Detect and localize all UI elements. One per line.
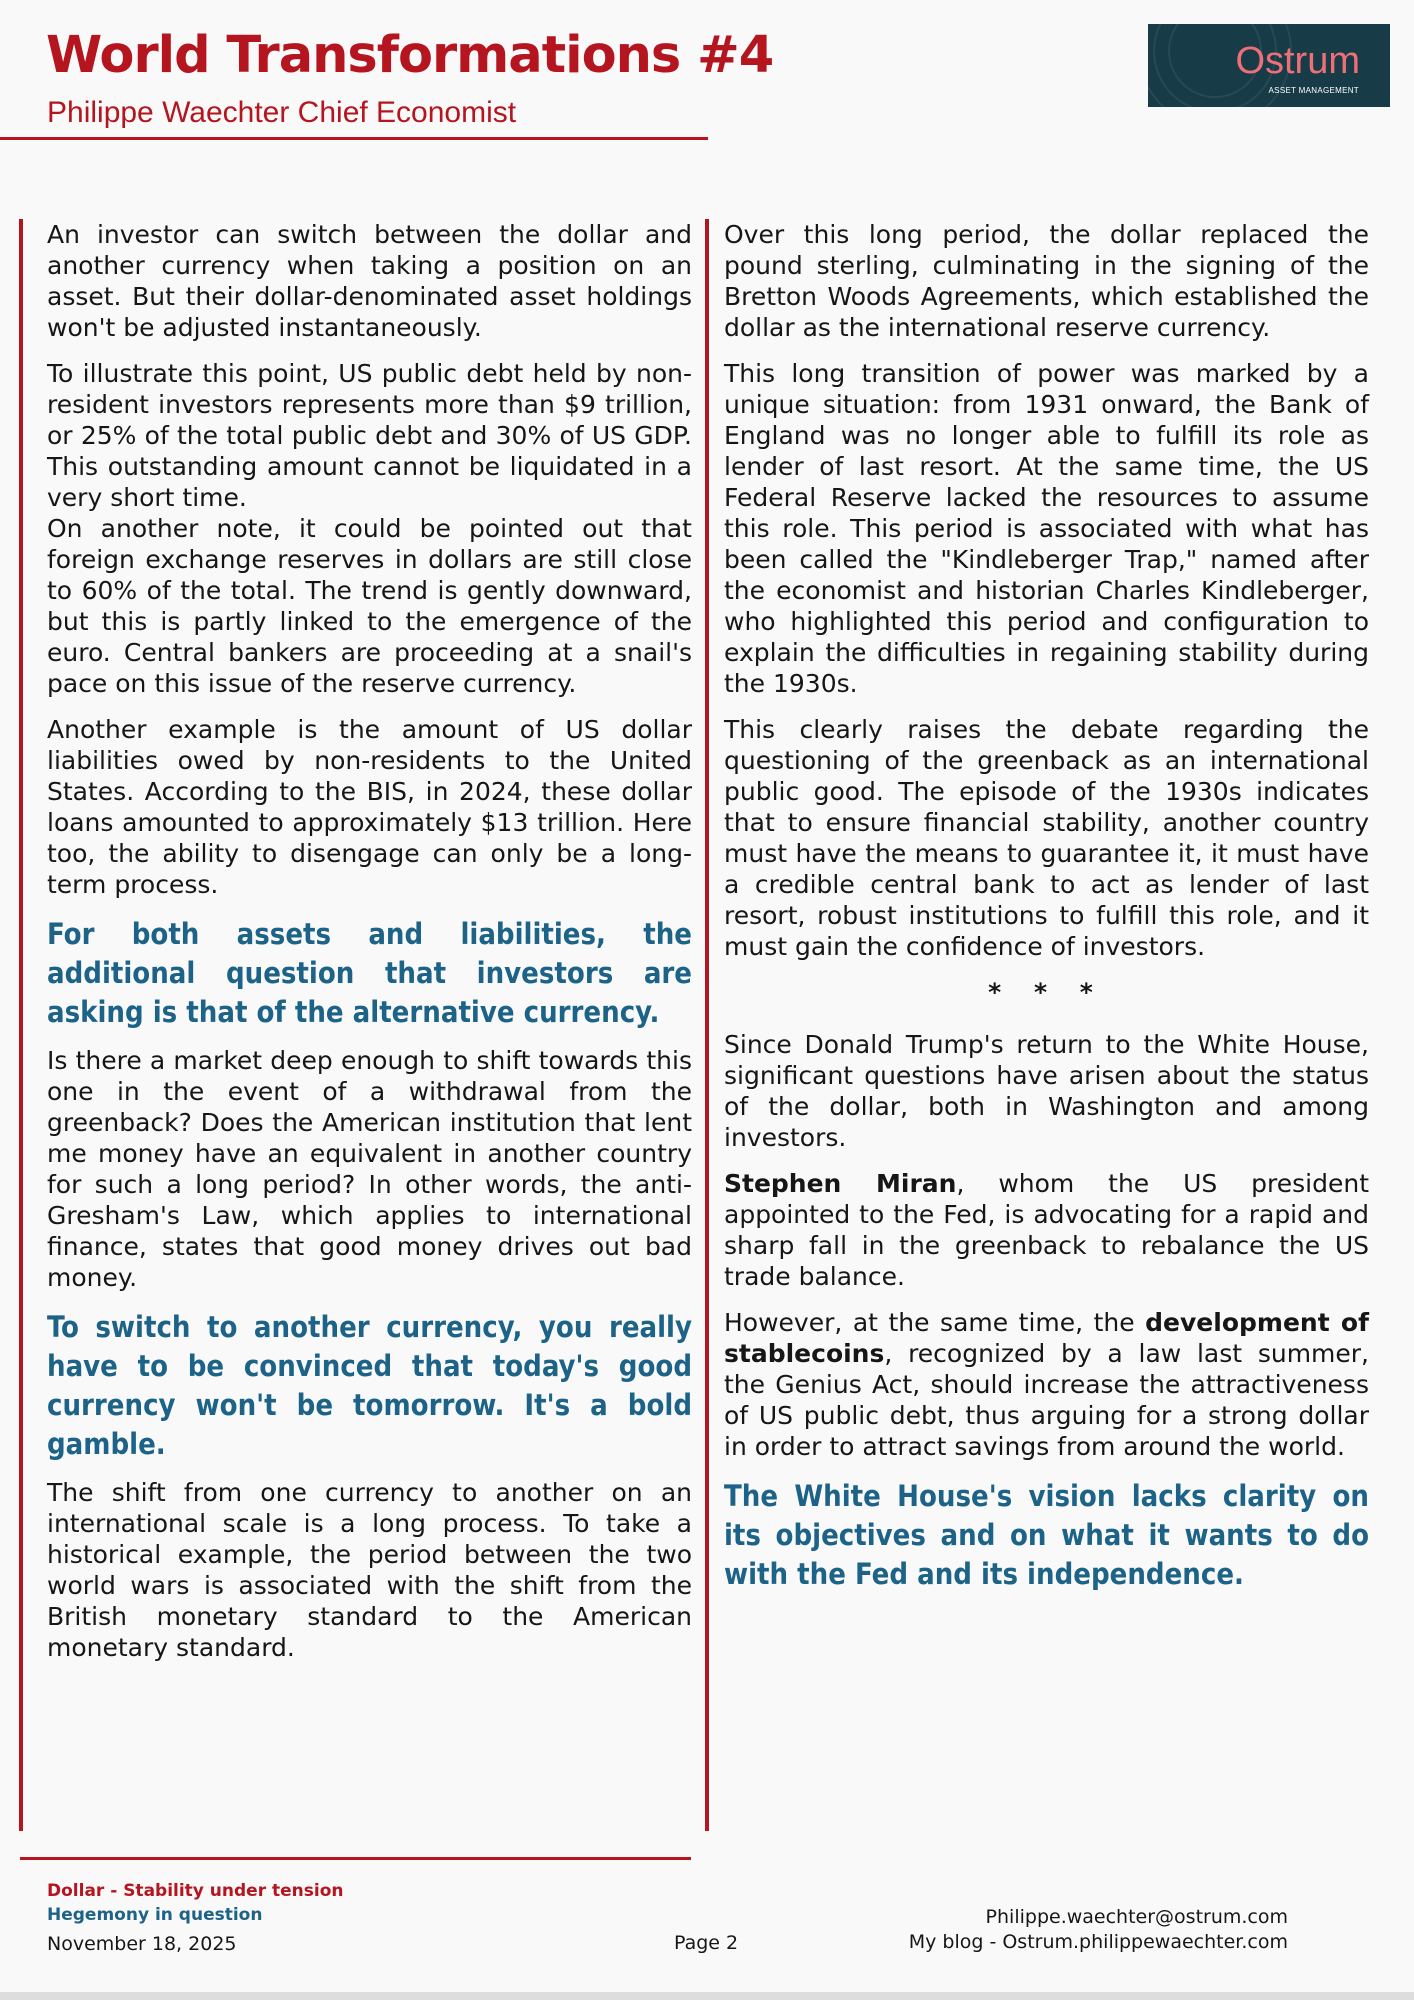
footer-date: November 18, 2025 — [47, 1933, 237, 1955]
paragraph: Since Donald Trump's return to the White House, significant questions have arisen about the status of the dollar, both in Washington and among investors. — [724, 1030, 1369, 1152]
bold-term: development of stablecoins — [724, 1308, 1369, 1368]
paragraph: This clearly raises the debate regarding the questioning of the greenback as an international public good. The episode of the 1930s indicates that to ensure financial stability, another country must have the means to guarantee it, it must have a credible central bank to act as lender of last resort, robust institutions to fulfill this role, and it must gain the confidence of investors. — [724, 715, 1369, 961]
paragraph: An investor can switch between the dollar and another currency when taking a position on an asset. But their dollar-denominated asset holdings won't be adjusted instantaneously. — [47, 220, 692, 342]
footer-email-link[interactable]: Philippe.waechter@ostrum.com — [985, 1906, 1288, 1928]
footer-divider — [20, 1857, 691, 1860]
paragraph: Over this long period, the dollar replaced the pound sterling, culminating in the signing of the Bretton Woods Agreements, which established the dollar as the international reserve currency. — [724, 220, 1369, 342]
pull-quote: For both assets and liabilities, the additional question that investors are asking is that of the alternative currency. — [47, 917, 692, 1029]
paragraph: Another example is the amount of US dollar liabilities owed by non-residents to the United States. According to the BIS, in 2024, these dollar loans amounted to approximately $13 trillion. Here too, the ability to disengage can only be a long-term process. — [47, 715, 692, 899]
footer-topic: Dollar - Stability under tension — [47, 1881, 344, 1901]
paragraph: To illustrate this point, US public debt held by non-resident investors represents more than $9 trillion, or 25% of the total public debt and 30% of US GDP. This outstanding amount cannot be liquidated in a very short time. — [47, 359, 692, 512]
paragraph: Is there a market deep enough to shift towards this one in the event of a withdrawal from the greenback? Does the American institution that lent me money have an equivalent in another country for such a long period? In other words, the anti-Gresham's Law, which applies to international finance, states that good money drives out bad money. — [47, 1046, 692, 1292]
page-bottom-edge — [0, 1992, 1414, 2000]
paragraph: Stephen Miran, whom the US president appointed to the Fed, is advocating for a rapid and sharp fall in the greenback to rebalance the US trade balance. — [724, 1169, 1369, 1291]
middle-column-bar — [705, 219, 709, 1831]
paragraph: However, at the same time, the development of stablecoins, recognized by a law last summer, the Genius Act, should increase the attractiveness of US public debt, thus arguing for a strong dollar in order to attract savings from around the world. — [724, 1308, 1369, 1461]
title-divider — [0, 137, 708, 140]
section-separator: * * * — [988, 978, 1105, 1007]
right-column — [724, 219, 1369, 1607]
footer-subtopic: Hegemony in question — [47, 1905, 263, 1925]
bold-name: Stephen Miran — [724, 1169, 957, 1198]
pull-quote: The White House's vision lacks clarity on its objectives and on what it wants to do with the Fed and its independence. — [724, 1479, 1369, 1591]
paragraph: The shift from one currency to another on an international scale is a long process. To take a historical example, the period between the two world wars is associated with the shift from the British monetary standard to the American monetary standard. — [47, 1478, 692, 1662]
ostrum-logo — [1148, 24, 1390, 107]
paragraph: On another note, it could be pointed out that foreign exchange reserves in dollars are still close to 60% of the total. The trend is gently downward, but this is partly linked to the emergence of the euro. Central bankers are proceeding at a snail's pace on this issue of the reserve currency. — [47, 514, 692, 698]
page-number: Page 2 — [674, 1932, 739, 1954]
footer-blog-link[interactable]: My blog - Ostrum.philippewaechter.com — [908, 1931, 1288, 1953]
page-subtitle: Philippe Waechter Chief Economist — [47, 96, 517, 129]
page-title: World Transformations #4 — [46, 26, 774, 85]
left-column-bar — [19, 219, 23, 1831]
paragraph: This long transition of power was marked by a unique situation: from 1931 onward, the Bank of England was no longer able to fulfill its role as lender of last resort. At the same time, the US Federal Reserve lacked the resources to assume this role. This period is associated with what has been called the "Kindleberger Trap," named after the economist and historian Charles Kindleberger, who highlighted this period and configuration to explain the difficulties in regaining stability during the 1930s. — [724, 359, 1369, 698]
logo-name: Ostrum — [1235, 40, 1360, 82]
left-column — [47, 219, 692, 1678]
logo-tagline: ASSET MANAGEMENT — [1268, 86, 1359, 95]
pull-quote: To switch to another currency, you really have to be convinced that today's good currency won't be tomorrow. It's a bold gamble. — [47, 1310, 692, 1461]
